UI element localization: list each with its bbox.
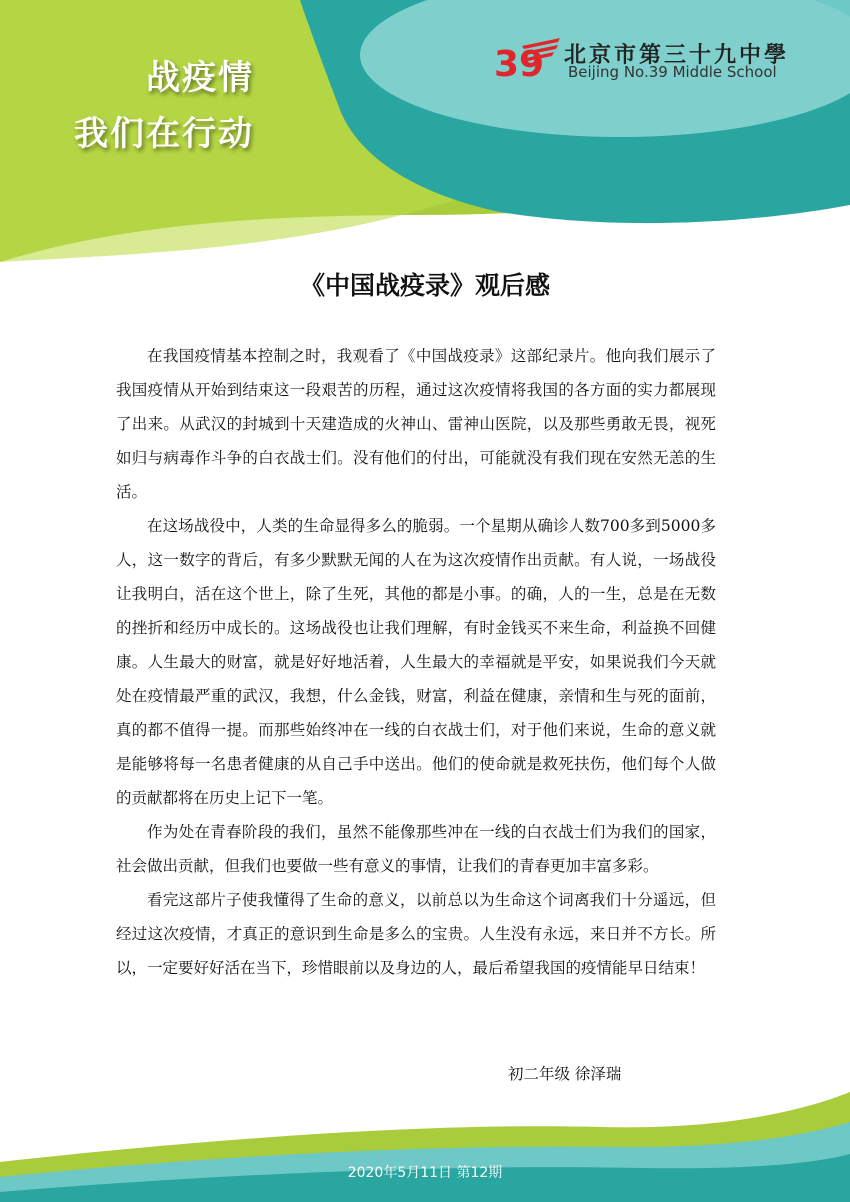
paragraph-1: 在我国疫情基本控制之时，我观看了《中国战疫录》这部纪录片。他向我们展示了我国疫情从开始到结束这一段艰苦的历程，通过这次疫情将我国的各方面的实力都展现了出来。从武汉的封城到十天建造成的火神山、雷神山医院，以及那些勇敢无畏，视死如归与病毒作斗争的白衣战士们。没有他们的付出，可能就没有我们现在安然无恙的生活。 <box>116 347 716 501</box>
issue-date: 2020年5月11日 第12期 <box>347 1165 503 1181</box>
author-signature: 初二年级 徐泽瑞 <box>508 1065 622 1083</box>
paragraph-4: 看完这部片子使我懂得了生命的意义，以前总以为生命这个词离我们十分遥远，但经过这次疫情，才真正的意识到生命是多么的宝贵。人生没有永远，来日并不方长。所以，一定要好好活在当下，珍惜眼前以及身边的人，最后希望我国的疫情能早日结束！ <box>116 891 716 977</box>
footer-background <box>0 1082 850 1202</box>
banner-line-1: 战疫情 <box>146 58 254 98</box>
school-logo <box>492 32 812 88</box>
school-name-cn: 北京市第三十九中學 <box>564 42 790 68</box>
article-body <box>116 339 716 985</box>
banner-line-2: 我们在行动 <box>74 114 254 154</box>
logo-number: 39 <box>494 44 545 84</box>
school-name-en: Beijing No.39 Middle School <box>568 63 777 81</box>
paragraph-2: 在这场战役中，人类的生命显得多么的脆弱。一个星期从确诊人数700多到5000多人，这一数字的背后，有多少默默无闻的人在为这次疫情作出贡献。有人说，一场战役让我明白，活在这个世上，除了生死，其他的都是小事。的确，人的一生，总是在无数的挫折和经历中成长的。这场战役也让我们理解，有时金钱买不来生命，利益换不回健康。人生最大的财富，就是好好地活着，人生最大的幸福就是平安，如果说我们今天就处在疫情最严重的武汉，我想，什么金钱，财富，利益在健康，亲情和生与死的面前，真的都不值得一提。而那些始终冲在一线的白衣战士们，对于他们来说，生命的意义就是能够将每一名患者健康的从自己手中送出。他们的使命就是救死扶伤，他们每个人做的贡献都将在历史上记下一笔。 <box>116 517 716 807</box>
paragraph-3: 作为处在青春阶段的我们，虽然不能像那些冲在一线的白衣战士们为我们的国家，社会做出贡献，但我们也要做一些有意义的事情，让我们的青春更加丰富多彩。 <box>116 823 716 875</box>
school-emblem-icon <box>492 32 564 84</box>
article-title: 《中国战疫录》观后感 <box>299 271 550 300</box>
